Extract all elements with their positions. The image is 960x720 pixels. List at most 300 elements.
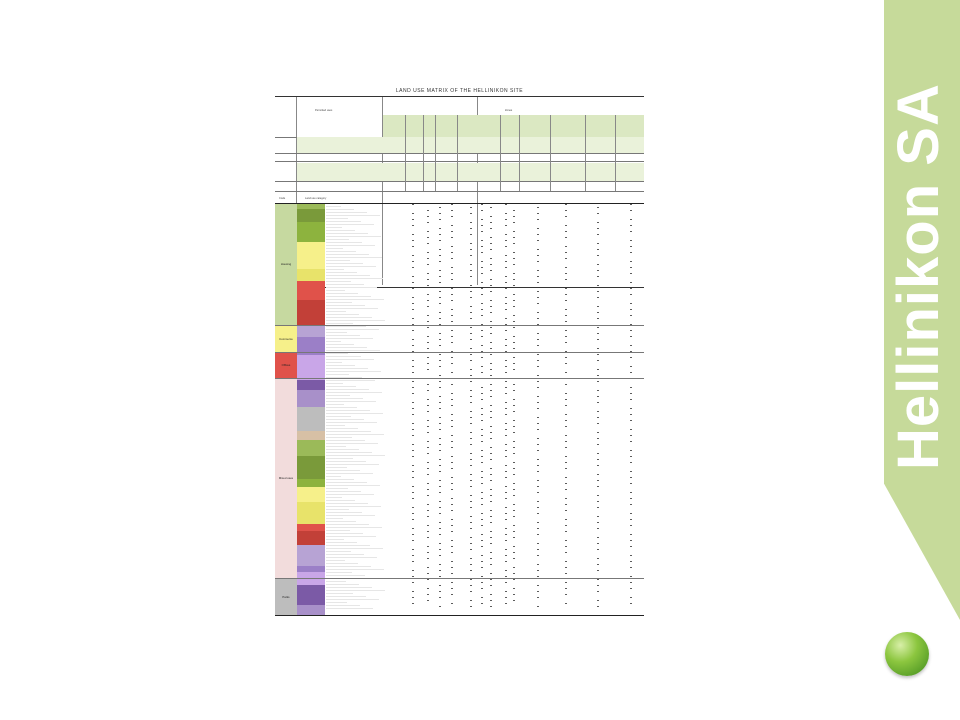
matrix-mark [630, 477, 632, 479]
matrix-mark [451, 267, 453, 269]
matrix-mark [597, 585, 599, 587]
matrix-mark [412, 387, 414, 389]
matrix-mark [630, 498, 632, 500]
matrix-mark [505, 555, 507, 557]
matrix-mark [481, 219, 483, 221]
matrix-mark [451, 372, 453, 374]
matrix-mark [490, 348, 492, 350]
matrix-mark [481, 435, 483, 437]
matrix-mark [513, 369, 515, 371]
matrix-mark [490, 594, 492, 596]
matrix-mark [537, 213, 539, 215]
matrix-mark [630, 366, 632, 368]
matrix-mark [565, 462, 567, 464]
matrix-mark [630, 267, 632, 269]
matrix-mark [490, 363, 492, 365]
matrix-mark [630, 567, 632, 569]
matrix-mark [565, 321, 567, 323]
matrix-mark [451, 483, 453, 485]
matrix-mark [537, 408, 539, 410]
matrix-mark [565, 294, 567, 296]
matrix-mark [470, 228, 472, 230]
matrix-mark [439, 438, 441, 440]
matrix-mark [412, 366, 414, 368]
matrix-mark [412, 372, 414, 374]
category-parks: Parks [275, 578, 297, 615]
matrix-mark [470, 369, 472, 371]
matrix-mark [481, 345, 483, 347]
matrix-mark [505, 360, 507, 362]
header-uses: Permitted uses [315, 109, 333, 112]
subcategory-cell [297, 456, 325, 479]
matrix-mark [565, 456, 567, 458]
matrix-mark [427, 327, 429, 329]
matrix-mark [451, 594, 453, 596]
matrix-mark [630, 546, 632, 548]
matrix-mark [439, 261, 441, 263]
matrix-mark [597, 234, 599, 236]
matrix-mark [439, 507, 441, 509]
matrix-mark [490, 384, 492, 386]
matrix-mark [439, 570, 441, 572]
matrix-mark [505, 498, 507, 500]
matrix-mark [537, 387, 539, 389]
matrix-mark [490, 432, 492, 434]
matrix-mark [490, 468, 492, 470]
matrix-mark [597, 333, 599, 335]
matrix-mark [630, 462, 632, 464]
matrix-mark [630, 261, 632, 263]
matrix-mark [565, 567, 567, 569]
matrix-mark [470, 486, 472, 488]
matrix-mark [412, 507, 414, 509]
matrix-mark [505, 372, 507, 374]
matrix-mark [565, 357, 567, 359]
matrix-mark [537, 291, 539, 293]
matrix-mark [481, 603, 483, 605]
matrix-mark [490, 306, 492, 308]
matrix-mark [439, 387, 441, 389]
matrix-mark [490, 291, 492, 293]
matrix-mark [470, 480, 472, 482]
matrix-mark [537, 501, 539, 503]
matrix-mark [439, 576, 441, 578]
matrix-mark [597, 474, 599, 476]
matrix-mark [481, 477, 483, 479]
matrix-mark [439, 591, 441, 593]
matrix-mark [630, 588, 632, 590]
subcategory-cell [297, 431, 325, 440]
matrix-mark [451, 405, 453, 407]
matrix-mark [451, 393, 453, 395]
matrix-mark [412, 360, 414, 362]
matrix-mark [470, 570, 472, 572]
matrix-mark [597, 255, 599, 257]
section-divider [275, 203, 644, 204]
matrix-mark [427, 516, 429, 518]
matrix-mark [513, 462, 515, 464]
matrix-mark [470, 375, 472, 377]
matrix-mark [412, 549, 414, 551]
matrix-mark [505, 309, 507, 311]
matrix-mark [470, 297, 472, 299]
matrix-mark [565, 342, 567, 344]
matrix-mark [537, 366, 539, 368]
matrix-mark [597, 570, 599, 572]
matrix-mark [427, 222, 429, 224]
section-divider [275, 578, 644, 579]
land-use-table [275, 88, 644, 625]
matrix-mark [505, 486, 507, 488]
matrix-mark [490, 321, 492, 323]
matrix-mark [439, 297, 441, 299]
matrix-mark [427, 462, 429, 464]
matrix-mark [427, 273, 429, 275]
matrix-mark [470, 348, 472, 350]
matrix-mark [537, 240, 539, 242]
matrix-mark [630, 399, 632, 401]
matrix-mark [451, 231, 453, 233]
matrix-mark [513, 384, 515, 386]
matrix-mark [451, 342, 453, 344]
matrix-mark [439, 402, 441, 404]
matrix-mark [451, 546, 453, 548]
matrix-mark [470, 255, 472, 257]
matrix-mark [490, 207, 492, 209]
matrix-mark [427, 210, 429, 212]
matrix-mark [597, 411, 599, 413]
matrix-mark [537, 318, 539, 320]
matrix-mark [490, 606, 492, 608]
matrix-mark [505, 528, 507, 530]
matrix-mark [439, 291, 441, 293]
matrix-mark [451, 426, 453, 428]
matrix-mark [481, 546, 483, 548]
matrix-mark [565, 399, 567, 401]
matrix-mark [427, 258, 429, 260]
matrix-mark [412, 591, 414, 593]
subcategory-cell [297, 242, 325, 269]
matrix-mark [451, 504, 453, 506]
matrix-mark [597, 306, 599, 308]
matrix-mark [451, 288, 453, 290]
matrix-mark [481, 420, 483, 422]
matrix-mark [439, 396, 441, 398]
subcategory-cell [297, 269, 325, 281]
matrix-mark [505, 288, 507, 290]
matrix-mark [597, 459, 599, 461]
matrix-mark [481, 288, 483, 290]
matrix-mark [597, 522, 599, 524]
matrix-mark [439, 534, 441, 536]
matrix-mark [513, 243, 515, 245]
matrix-mark [490, 411, 492, 413]
matrix-mark [470, 453, 472, 455]
matrix-mark [565, 267, 567, 269]
matrix-mark [490, 417, 492, 419]
matrix-mark [505, 393, 507, 395]
matrix-mark [481, 429, 483, 431]
matrix-mark [630, 597, 632, 599]
matrix-mark [481, 567, 483, 569]
matrix-mark [513, 264, 515, 266]
matrix-mark [481, 231, 483, 233]
matrix-mark [597, 516, 599, 518]
matrix-mark [565, 504, 567, 506]
matrix-mark [470, 243, 472, 245]
matrix-mark [412, 219, 414, 221]
matrix-mark [439, 429, 441, 431]
matrix-mark [481, 336, 483, 338]
matrix-mark [505, 318, 507, 320]
matrix-mark [481, 225, 483, 227]
matrix-mark [597, 501, 599, 503]
matrix-mark [481, 504, 483, 506]
matrix-mark [481, 450, 483, 452]
matrix-mark [490, 390, 492, 392]
matrix-mark [537, 255, 539, 257]
matrix-mark [470, 600, 472, 602]
matrix-mark [537, 471, 539, 473]
matrix-mark [412, 528, 414, 530]
matrix-mark [565, 540, 567, 542]
matrix-mark [537, 597, 539, 599]
matrix-mark [537, 549, 539, 551]
subcategory-cell [297, 487, 325, 502]
matrix-mark [490, 522, 492, 524]
matrix-mark [427, 279, 429, 281]
matrix-mark [565, 561, 567, 563]
matrix-mark [427, 363, 429, 365]
matrix-mark [490, 222, 492, 224]
matrix-mark [451, 567, 453, 569]
matrix-mark [537, 345, 539, 347]
matrix-mark [505, 330, 507, 332]
matrix-mark [470, 276, 472, 278]
matrix-mark [427, 348, 429, 350]
matrix-mark [490, 510, 492, 512]
matrix-mark [513, 294, 515, 296]
matrix-mark [537, 492, 539, 494]
matrix-mark [490, 369, 492, 371]
matrix-mark [439, 459, 441, 461]
matrix-mark [630, 540, 632, 542]
matrix-mark [427, 510, 429, 512]
matrix-mark [439, 255, 441, 257]
matrix-mark [439, 513, 441, 515]
matrix-mark [439, 528, 441, 530]
matrix-mark [513, 348, 515, 350]
matrix-mark [630, 555, 632, 557]
matrix-mark [490, 552, 492, 554]
matrix-mark [451, 552, 453, 554]
matrix-mark [427, 558, 429, 560]
matrix-mark [439, 249, 441, 251]
matrix-mark [412, 234, 414, 236]
matrix-mark [513, 474, 515, 476]
matrix-mark [439, 471, 441, 473]
matrix-mark [481, 303, 483, 305]
matrix-mark [451, 216, 453, 218]
matrix-mark [505, 387, 507, 389]
matrix-mark [630, 471, 632, 473]
matrix-mark [505, 303, 507, 305]
matrix-mark [597, 549, 599, 551]
matrix-mark [537, 249, 539, 251]
matrix-mark [439, 423, 441, 425]
matrix-mark [630, 408, 632, 410]
matrix-mark [505, 456, 507, 458]
matrix-mark [439, 417, 441, 419]
matrix-mark [505, 234, 507, 236]
matrix-mark [565, 216, 567, 218]
matrix-mark [470, 396, 472, 398]
matrix-mark [481, 414, 483, 416]
matrix-mark [565, 414, 567, 416]
matrix-mark [565, 210, 567, 212]
matrix-mark [565, 525, 567, 527]
matrix-mark [412, 318, 414, 320]
matrix-mark [565, 336, 567, 338]
matrix-mark [537, 234, 539, 236]
matrix-mark [490, 585, 492, 587]
matrix-mark [412, 282, 414, 284]
matrix-mark [439, 219, 441, 221]
subcategory-cell [297, 407, 325, 431]
matrix-mark [630, 231, 632, 233]
matrix-mark [505, 435, 507, 437]
matrix-mark [412, 297, 414, 299]
subcategory-cell [297, 355, 325, 380]
matrix-mark [490, 495, 492, 497]
matrix-mark [630, 435, 632, 437]
matrix-mark [412, 603, 414, 605]
matrix-mark [481, 492, 483, 494]
matrix-mark [481, 498, 483, 500]
matrix-mark [537, 396, 539, 398]
matrix-mark [505, 267, 507, 269]
matrix-mark [490, 243, 492, 245]
matrix-mark [481, 408, 483, 410]
matrix-mark [470, 234, 472, 236]
matrix-mark [412, 276, 414, 278]
matrix-mark [537, 339, 539, 341]
matrix-mark [470, 222, 472, 224]
matrix-mark [597, 564, 599, 566]
matrix-mark [490, 489, 492, 491]
matrix-mark [481, 561, 483, 563]
matrix-mark [630, 252, 632, 254]
matrix-mark [427, 390, 429, 392]
matrix-mark [597, 432, 599, 434]
matrix-mark [505, 597, 507, 599]
subcategory-cell [297, 326, 325, 337]
matrix-mark [597, 396, 599, 398]
matrix-mark [451, 441, 453, 443]
matrix-mark [481, 267, 483, 269]
subcategory-cell [297, 605, 325, 615]
matrix-mark [451, 582, 453, 584]
matrix-mark [537, 261, 539, 263]
matrix-mark [470, 465, 472, 467]
matrix-mark [439, 450, 441, 452]
subcategory-cell [297, 524, 325, 531]
matrix-mark [451, 279, 453, 281]
matrix-mark [630, 393, 632, 395]
matrix-mark [490, 354, 492, 356]
matrix-mark [505, 240, 507, 242]
matrix-mark [597, 222, 599, 224]
matrix-mark [451, 315, 453, 317]
matrix-mark [597, 228, 599, 230]
matrix-mark [513, 216, 515, 218]
matrix-mark [537, 555, 539, 557]
matrix-mark [427, 342, 429, 344]
matrix-mark [470, 537, 472, 539]
matrix-mark [427, 489, 429, 491]
matrix-mark [470, 423, 472, 425]
matrix-mark [630, 483, 632, 485]
matrix-mark [505, 282, 507, 284]
matrix-mark [481, 210, 483, 212]
subcategory-cell [297, 390, 325, 407]
matrix-mark [470, 207, 472, 209]
matrix-mark [490, 300, 492, 302]
matrix-mark [505, 507, 507, 509]
matrix-mark [597, 249, 599, 251]
matrix-mark [490, 258, 492, 260]
matrix-mark [597, 390, 599, 392]
matrix-mark [451, 510, 453, 512]
matrix-mark [490, 564, 492, 566]
matrix-mark [451, 462, 453, 464]
matrix-mark [537, 297, 539, 299]
matrix-mark [513, 237, 515, 239]
matrix-mark [597, 453, 599, 455]
matrix-mark [505, 219, 507, 221]
matrix-mark [412, 555, 414, 557]
section-divider [275, 325, 644, 326]
matrix-mark [470, 360, 472, 362]
matrix-mark [505, 339, 507, 341]
matrix-mark [470, 522, 472, 524]
matrix-mark [451, 273, 453, 275]
matrix-mark [505, 255, 507, 257]
matrix-mark [451, 309, 453, 311]
matrix-mark [537, 282, 539, 284]
matrix-mark [412, 261, 414, 263]
matrix-mark [412, 456, 414, 458]
matrix-mark [490, 558, 492, 560]
matrix-mark [481, 534, 483, 536]
matrix-mark [513, 363, 515, 365]
matrix-mark [470, 270, 472, 272]
matrix-mark [505, 429, 507, 431]
matrix-mark [505, 465, 507, 467]
matrix-mark [565, 237, 567, 239]
matrix-mark [412, 288, 414, 290]
matrix-mark [630, 414, 632, 416]
matrix-mark [513, 273, 515, 275]
matrix-mark [439, 492, 441, 494]
matrix-mark [412, 414, 414, 416]
matrix-mark [597, 600, 599, 602]
matrix-mark [490, 333, 492, 335]
matrix-mark [513, 432, 515, 434]
matrix-mark [537, 417, 539, 419]
matrix-mark [490, 531, 492, 533]
matrix-mark [470, 474, 472, 476]
